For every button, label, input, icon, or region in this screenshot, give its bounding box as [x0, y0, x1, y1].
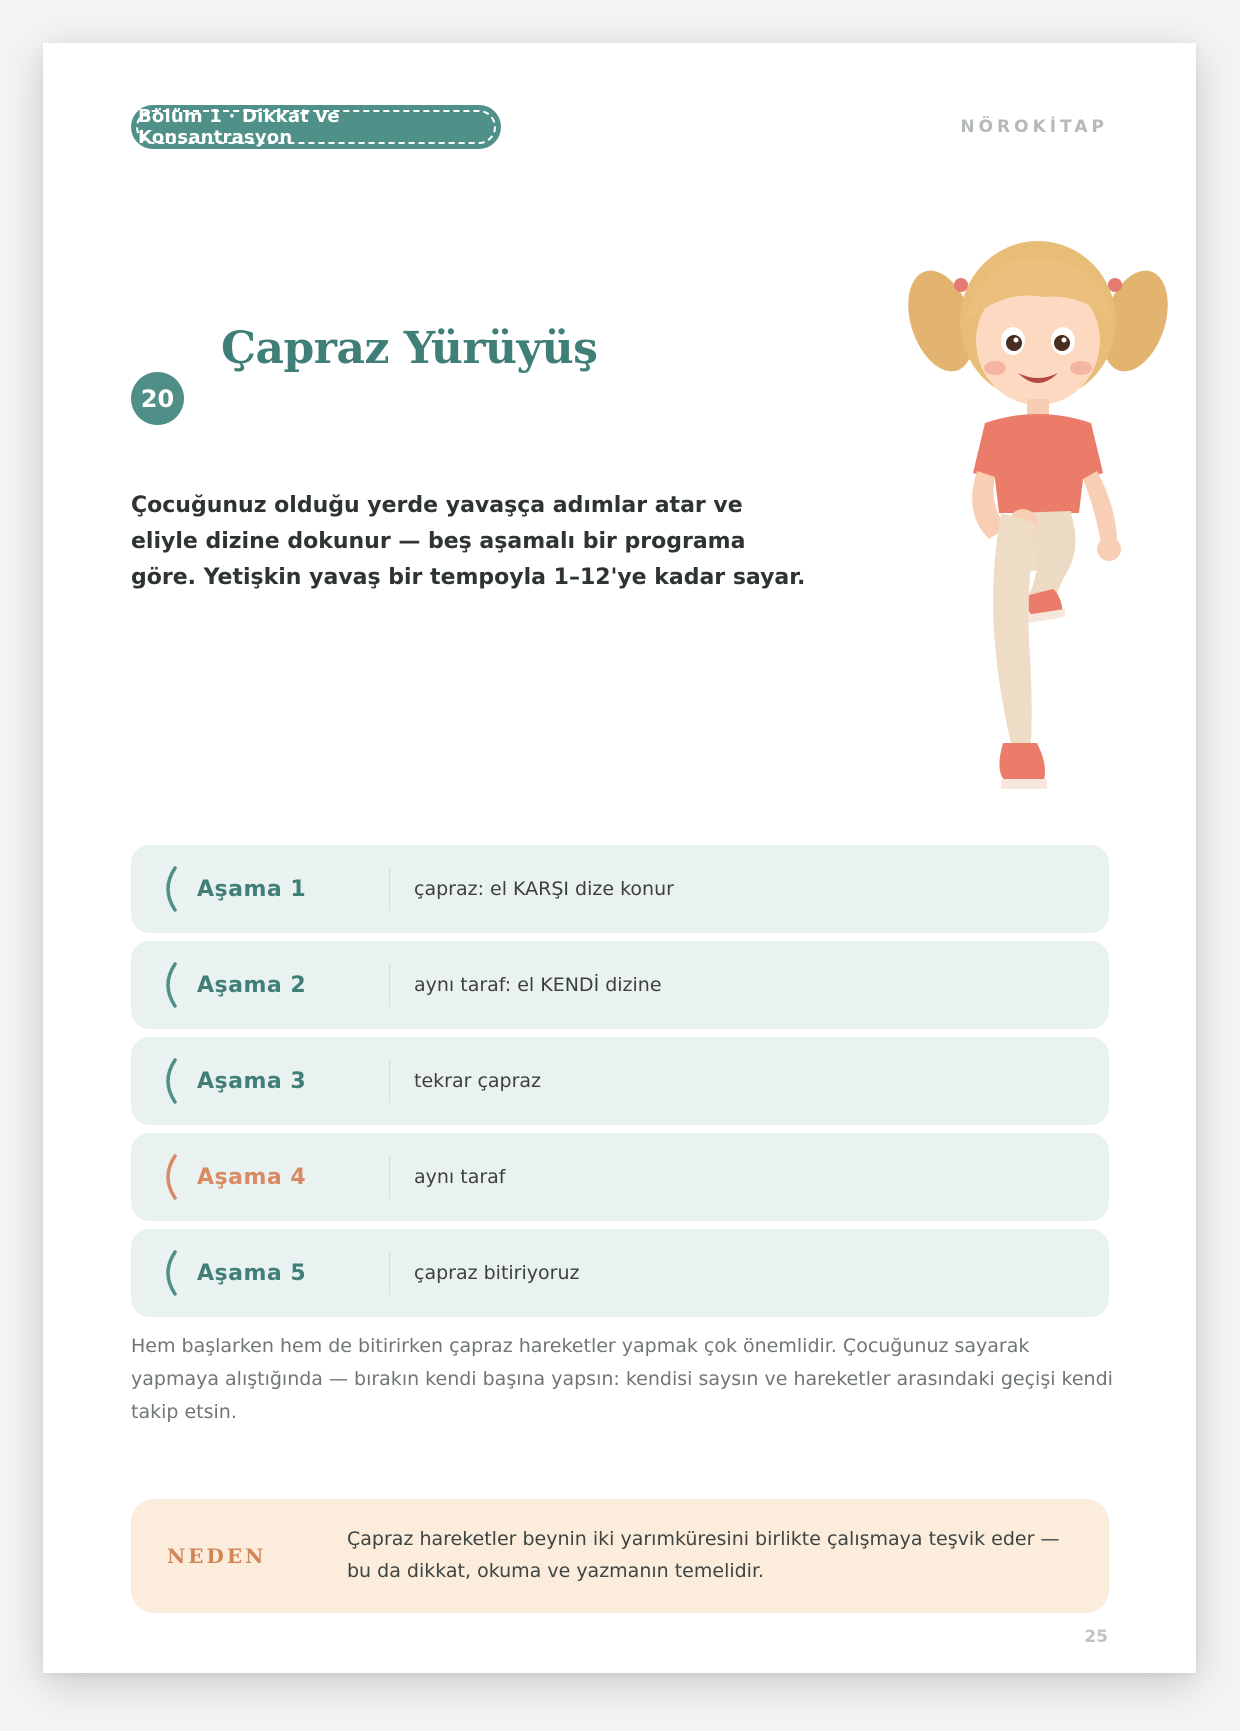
bracket-icon: [155, 1057, 195, 1105]
exercise-intro: Çocuğunuz olduğu yerde yavaşça adımlar atar ve eliyle dizine dokunur — beş aşamalı bir programa göre. Yetişkin yavaş bir tempoyla 1–12'ye kadar sayar.: [131, 493, 806, 590]
stage-description: çapraz: el KARŞI dize konur: [414, 878, 674, 900]
stage-label: Aşama 2: [197, 972, 307, 998]
stage-item: [131, 1037, 1109, 1125]
stage-description: aynı taraf: el KENDİ dizine: [414, 974, 662, 996]
stage-item: [131, 941, 1109, 1029]
chapter-badge: [131, 105, 501, 149]
stage-divider: [389, 965, 390, 1007]
why-tag: NEDEN: [167, 1544, 267, 1568]
stage-description: çapraz bitiriyoruz: [414, 1262, 580, 1284]
stage-divider: [389, 1061, 390, 1103]
guidance-note: Hem başlarken hem de bitirirken çapraz hareketler yapmak çok önemlidir. Çocuğunuz sayarak yapmaya alıştığında — bırakın kendi başına yapsın: kendisi saysın ve hareketler arasındaki geçişi kendi takip etsin.: [131, 1335, 1113, 1423]
brand-name: NÖROKİTAP: [960, 117, 1108, 137]
book-page: [43, 43, 1196, 1673]
bracket-icon: [155, 961, 195, 1009]
stage-label: Aşama 5: [197, 1260, 307, 1286]
bracket-icon: [155, 865, 195, 913]
why-box: [131, 1499, 1109, 1613]
bracket-icon: [155, 1249, 195, 1297]
stage-list: [131, 845, 1109, 1325]
exercise-number-badge: 20: [131, 372, 184, 425]
stage-label: Aşama 1: [197, 876, 307, 902]
stage-label: Aşama 3: [197, 1068, 307, 1094]
girl-illustration: [903, 223, 1173, 813]
page-number: 25: [1084, 1627, 1108, 1647]
stage-description: aynı taraf: [414, 1166, 506, 1188]
stage-item: [131, 1229, 1109, 1317]
stage-item: [131, 1133, 1109, 1221]
stage-divider: [389, 1253, 390, 1295]
stage-item: [131, 845, 1109, 933]
bracket-icon: [155, 1153, 195, 1201]
exercise-title: Çapraz Yürüyüş: [221, 323, 598, 374]
stage-description: tekrar çapraz: [414, 1070, 542, 1092]
why-text: Çapraz hareketler beynin iki yarımküresini birlikte çalışmaya teşvik eder — bu da dikkat, okuma ve yazmanın temelidir.: [347, 1528, 1060, 1582]
stage-divider: [389, 869, 390, 911]
chapter-badge-label: Bölüm 1 · Dikkat ve Konsantrasyon: [136, 110, 496, 144]
stage-label: Aşama 4: [197, 1164, 307, 1190]
stage-divider: [389, 1157, 390, 1199]
